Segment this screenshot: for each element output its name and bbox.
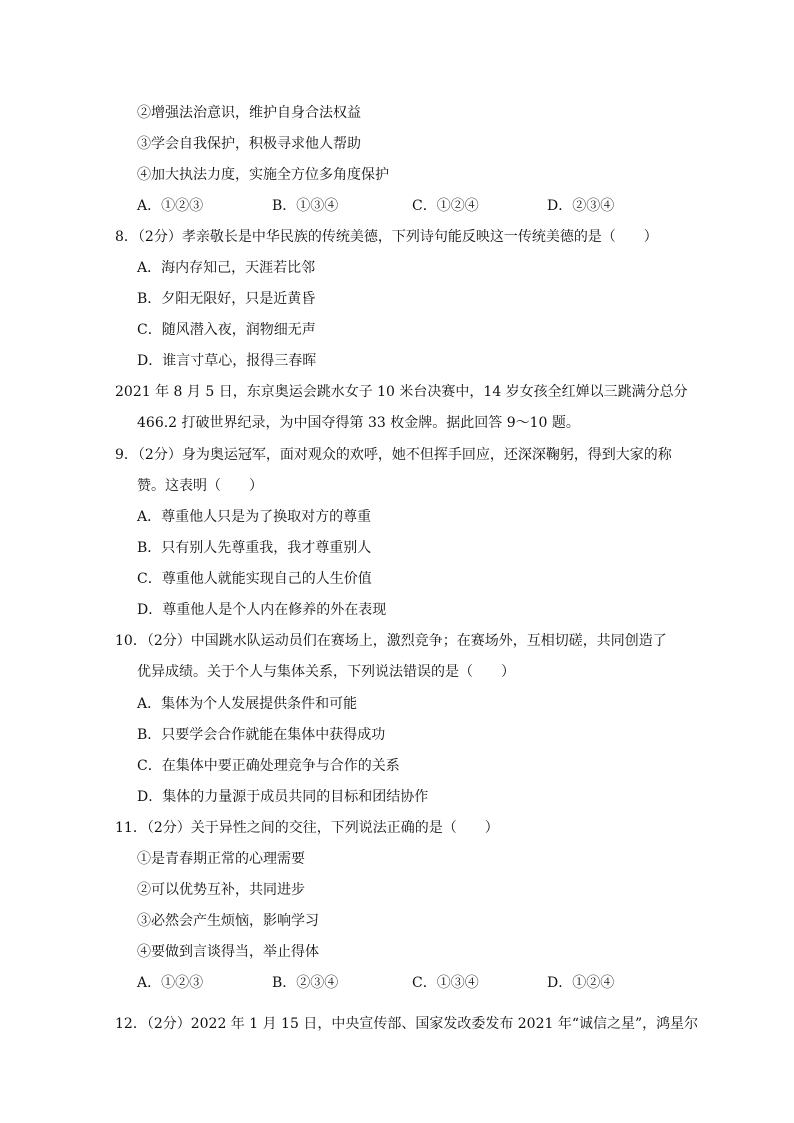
q11-item-2: ②可以优势互补，共同进步 bbox=[137, 882, 305, 898]
q10-option-c[interactable]: C．在集体中要正确处理竞争与合作的关系 bbox=[137, 758, 400, 774]
q10-option-a[interactable]: A．集体为个人发展提供条件和可能 bbox=[137, 696, 358, 712]
q11-item-4: ④要做到言谈得当，举止得体 bbox=[137, 944, 319, 960]
q11-option-a[interactable]: A．①②③ bbox=[137, 975, 204, 991]
q10-stem-line-1: 10．（2分）中国跳水队运动员们在赛场上，激烈竞争；在赛场外，互相切磋，共同创造了 bbox=[115, 633, 667, 649]
q7-option-d[interactable]: D．②③④ bbox=[547, 198, 615, 214]
q11-stem: 11．（2分）关于异性之间的交往，下列说法正确的是（ ） bbox=[115, 820, 499, 836]
q10-stem-line-2: 优异成绩。关于个人与集体关系，下列说法错误的是（ ） bbox=[137, 664, 515, 680]
q9-stem-line-2: 赞。这表明（ ） bbox=[137, 478, 263, 494]
q10-option-d[interactable]: D．集体的力量源于成员共同的目标和团结协作 bbox=[137, 789, 429, 805]
q7-item-4: ④加大执法力度，实施全方位多角度保护 bbox=[137, 167, 389, 183]
q8-option-a[interactable]: A．海内存知己，天涯若比邻 bbox=[137, 260, 316, 276]
q11-option-d[interactable]: D．①②④ bbox=[547, 975, 615, 991]
q9-option-d[interactable]: D．尊重他人是个人内在修养的外在表现 bbox=[137, 602, 387, 618]
material-line-1: 2021 年 8 月 5 日，东京奥运会跳水女子 10 米台决赛中，14 岁女孩全红婵以三跳满分总分 bbox=[115, 384, 688, 400]
q7-option-b[interactable]: B．①③④ bbox=[272, 198, 339, 214]
q11-item-1: ①是青春期正常的心理需要 bbox=[137, 851, 305, 867]
q8-stem: 8．（2分）孝亲敬长是中华民族的传统美德，下列诗句能反映这一传统美德的是（ ） bbox=[115, 229, 658, 245]
material-line-2: 466.2 打破世界纪录，为中国夺得第 33 枚金牌。据此回答 9～10 题。 bbox=[137, 415, 580, 431]
q11-option-c[interactable]: C．①③④ bbox=[412, 975, 479, 991]
q8-option-d[interactable]: D．谁言寸草心，报得三春晖 bbox=[137, 353, 317, 369]
q7-item-3: ③学会自我保护，积极寻求他人帮助 bbox=[137, 136, 361, 152]
q9-option-c[interactable]: C．尊重他人就能实现自己的人生价值 bbox=[137, 571, 372, 587]
q11-option-b[interactable]: B．②③④ bbox=[272, 975, 339, 991]
q9-option-a[interactable]: A．尊重他人只是为了换取对方的尊重 bbox=[137, 509, 372, 525]
q9-option-b[interactable]: B．只有别人先尊重我，我才尊重别人 bbox=[137, 540, 372, 556]
q10-option-b[interactable]: B．只要学会合作就能在集体中获得成功 bbox=[137, 727, 386, 743]
q7-option-c[interactable]: C．①②④ bbox=[412, 198, 479, 214]
q7-item-2: ②增强法治意识，维护自身合法权益 bbox=[137, 105, 361, 121]
q7-option-a[interactable]: A．①②③ bbox=[137, 198, 204, 214]
q8-option-c[interactable]: C．随风潜入夜，润物细无声 bbox=[137, 322, 316, 338]
q9-stem-line-1: 9．（2分）身为奥运冠军，面对观众的欢呼，她不但挥手回应，还深深鞠躬，得到大家的称 bbox=[115, 447, 672, 463]
q11-item-3: ③必然会产生烦恼，影响学习 bbox=[137, 913, 319, 929]
q12-stem-line-1: 12．（2分）2022 年 1 月 15 日，中央宣传部、国家发改委发布 2021 年“诚信之星”，鸿星尔 bbox=[115, 1016, 699, 1032]
q8-option-b[interactable]: B．夕阳无限好，只是近黄昏 bbox=[137, 291, 316, 307]
